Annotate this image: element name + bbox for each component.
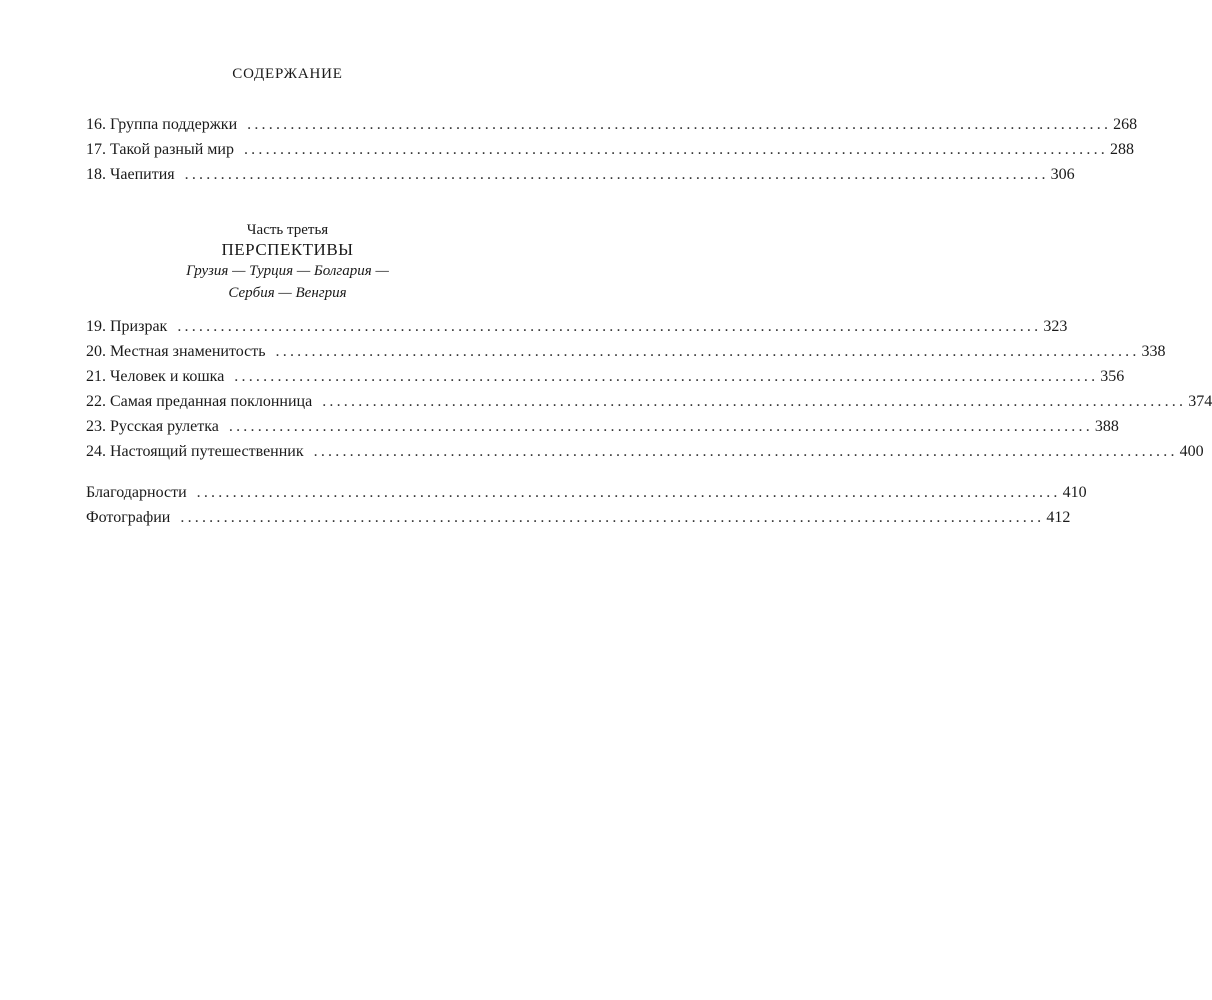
toc-section-part3 [86, 314, 1212, 464]
toc-entry [86, 112, 1138, 137]
part-label: Часть третья [246, 222, 329, 238]
toc-entry-page: 268 [1113, 116, 1138, 133]
toc-leader-dots: ........................................................................................................................ [228, 418, 1093, 435]
toc-entry-title: 18. Чаепития [86, 166, 175, 183]
toc-entry-title: 21. Человек и кошка [86, 368, 225, 385]
toc-leader-dots: ........................................................................................................................ [313, 443, 1178, 460]
toc-entry-title: 19. Призрак [86, 318, 168, 335]
toc-entry-title: 22. Самая преданная поклонница [86, 393, 313, 410]
toc-entry-title: 20. Местная знаменитость [86, 343, 266, 360]
toc-entry-title: Фотографии [86, 509, 171, 526]
toc-leader-dots: ........................................................................................................................ [243, 141, 1108, 158]
toc-entry-page: 338 [1141, 343, 1166, 360]
toc-entry-page: 400 [1179, 443, 1204, 460]
toc-entry [86, 505, 1071, 530]
toc-entry-title: 24. Настоящий путешественник [86, 443, 304, 460]
toc-leader-dots: ........................................................................................................................ [184, 166, 1049, 183]
page-header: СОДЕРЖАНИЕ [232, 66, 343, 82]
toc-entry-title: 17. Такой разный мир [86, 141, 234, 158]
toc-leader-dots: ........................................................................................................................ [180, 509, 1045, 526]
toc-entry-title: 16. Группа поддержки [86, 116, 238, 133]
toc-entry [86, 364, 1125, 389]
toc-section-top [86, 112, 1138, 187]
toc-entry-page: 412 [1046, 509, 1071, 526]
toc-entry [86, 314, 1068, 339]
part-title: ПЕРСПЕКТИВЫ [221, 240, 354, 259]
toc-entry [86, 389, 1212, 414]
toc-entry-page: 374 [1188, 393, 1212, 410]
toc-entry-title: 23. Русская рулетка [86, 418, 219, 435]
toc-entry-page: 356 [1100, 368, 1125, 385]
toc-entry [86, 137, 1134, 162]
toc-entry-page: 288 [1109, 141, 1134, 158]
toc-leader-dots: ........................................................................................................................ [322, 393, 1187, 410]
toc-leader-dots: ........................................................................................................................ [275, 343, 1140, 360]
toc-entry-title: Благодарности [86, 484, 187, 501]
toc-entry [86, 339, 1166, 364]
toc-leader-dots: ........................................................................................................................ [196, 484, 1061, 501]
toc-entry [86, 162, 1075, 187]
toc-entry-page: 388 [1094, 418, 1119, 435]
toc-entry-page: 323 [1043, 318, 1068, 335]
toc-entry [86, 414, 1119, 439]
part-subtitle-line1: Грузия — Турция — Болгария — [186, 263, 389, 279]
toc-entry-page: 410 [1062, 484, 1087, 501]
toc-entry [86, 480, 1087, 505]
toc-section-end [86, 480, 1087, 530]
part-subtitle-line2: Сербия — Венгрия [228, 285, 347, 301]
toc-entry-page: 306 [1050, 166, 1075, 183]
toc-leader-dots: ........................................................................................................................ [247, 116, 1112, 133]
toc-entry [86, 439, 1204, 464]
toc-leader-dots: ........................................................................................................................ [234, 368, 1099, 385]
toc-leader-dots: ........................................................................................................................ [177, 318, 1042, 335]
